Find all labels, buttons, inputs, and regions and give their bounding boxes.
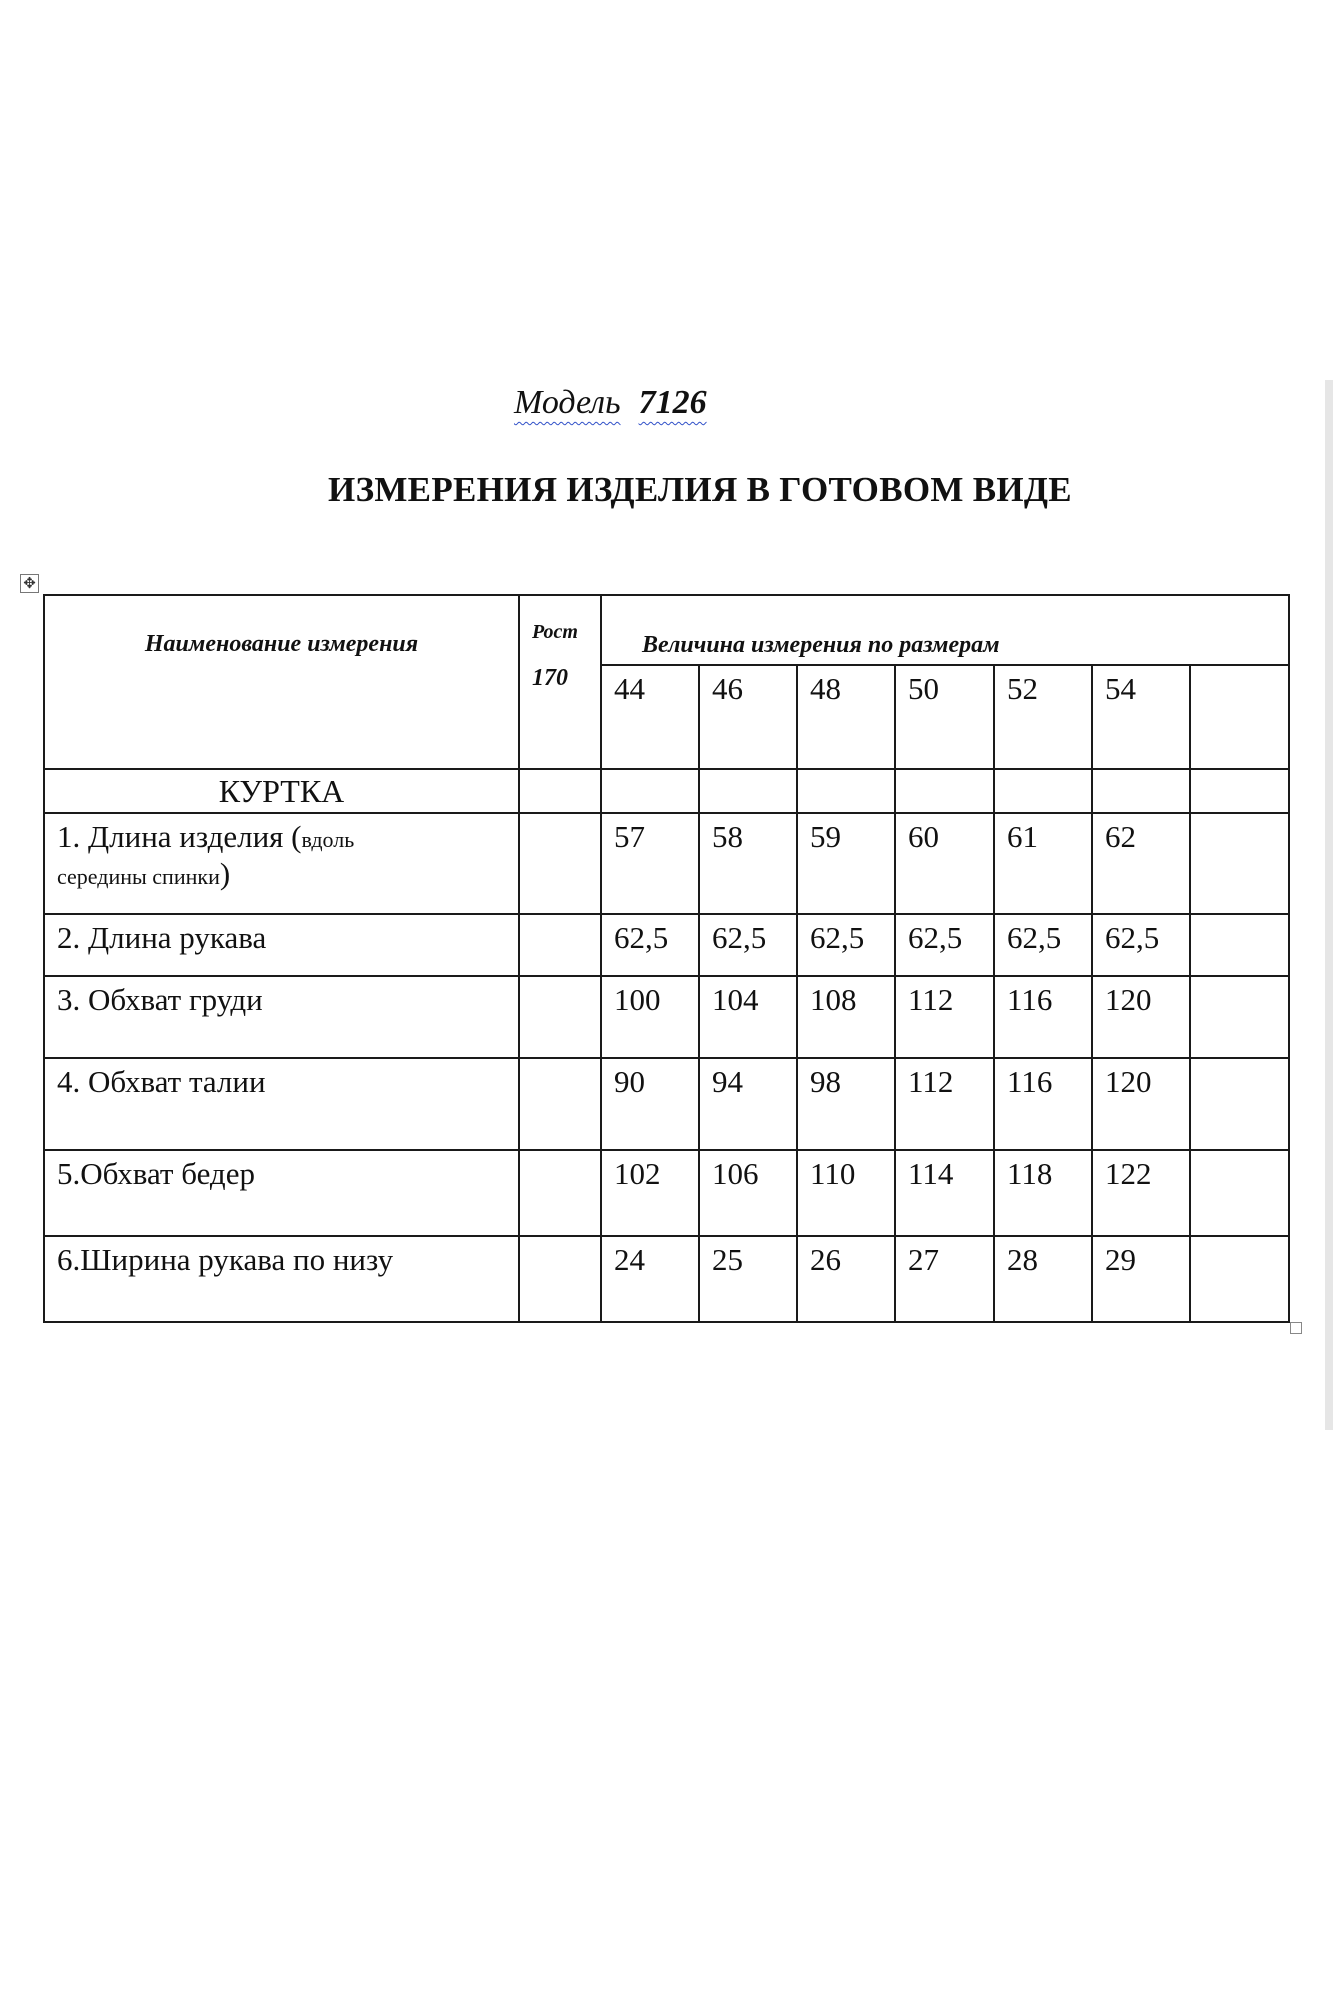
size-cell: 46 [699, 665, 797, 769]
empty-cell [1190, 1058, 1289, 1150]
value-cell: 98 [797, 1058, 895, 1150]
height-cell [519, 1150, 601, 1236]
empty-cell [1190, 914, 1289, 976]
row-label [44, 813, 519, 914]
table-row [44, 976, 1289, 1058]
value-cell: 26 [797, 1236, 895, 1322]
document-title: ИЗМЕРЕНИЯ ИЗДЕЛИЯ В ГОТОВОМ ВИДЕ [328, 470, 1072, 509]
value-cell: 104 [699, 976, 797, 1058]
empty-cell [797, 769, 895, 813]
table-resize-handle[interactable] [1290, 1322, 1302, 1334]
height-cell [519, 813, 601, 914]
value-cell: 94 [699, 1058, 797, 1150]
row-label: 6.Ширина рукава по низу [44, 1236, 519, 1322]
height-cell [519, 914, 601, 976]
value-cell: 27 [895, 1236, 994, 1322]
empty-cell [895, 769, 994, 813]
document-scrollbar[interactable] [1325, 380, 1333, 1430]
value-cell: 112 [895, 976, 994, 1058]
value-cell: 24 [601, 1236, 699, 1322]
empty-cell [1190, 813, 1289, 914]
value-cell: 110 [797, 1150, 895, 1236]
model-line [514, 384, 707, 422]
size-cell: 54 [1092, 665, 1190, 769]
value-cell: 106 [699, 1150, 797, 1236]
value-cell: 25 [699, 1236, 797, 1322]
empty-cell [1092, 769, 1190, 813]
size-cell: 50 [895, 665, 994, 769]
value-cell: 62,5 [895, 914, 994, 976]
value-cell: 122 [1092, 1150, 1190, 1236]
value-cell: 112 [895, 1058, 994, 1150]
value-cell: 29 [1092, 1236, 1190, 1322]
value-cell: 60 [895, 813, 994, 914]
row-label-note: вдоль [301, 827, 355, 852]
value-cell: 62,5 [1092, 914, 1190, 976]
empty-cell [699, 769, 797, 813]
value-cell: 62,5 [601, 914, 699, 976]
row-label-note: середины спинки [57, 864, 220, 890]
value-cell: 108 [797, 976, 895, 1058]
table-row [44, 1150, 1289, 1236]
table-row [44, 1058, 1289, 1150]
empty-cell [1190, 665, 1289, 769]
empty-cell [601, 769, 699, 813]
row-label: 2. Длина рукава [44, 914, 519, 976]
value-cell: 120 [1092, 1058, 1190, 1150]
table-row [44, 813, 1289, 914]
empty-cell [1190, 769, 1289, 813]
section-row [44, 769, 1289, 813]
height-cell [519, 1058, 601, 1150]
empty-cell [519, 769, 601, 813]
measurement-name-header-text: Наименование измерения [144, 631, 419, 657]
value-cell: 116 [994, 976, 1092, 1058]
measurement-name-header [44, 595, 519, 769]
row-label: 5.Обхват бедер [44, 1150, 519, 1236]
height-label: Рост [532, 621, 578, 643]
size-cell: 48 [797, 665, 895, 769]
value-cell: 62,5 [994, 914, 1092, 976]
value-cell: 28 [994, 1236, 1092, 1322]
value-cell: 102 [601, 1150, 699, 1236]
row-label: 4. Обхват талии [44, 1058, 519, 1150]
value-cell: 58 [699, 813, 797, 914]
empty-cell [1190, 1236, 1289, 1322]
value-cell: 114 [895, 1150, 994, 1236]
value-cell: 100 [601, 976, 699, 1058]
empty-cell [1190, 976, 1289, 1058]
value-cell: 62,5 [797, 914, 895, 976]
value-cell: 57 [601, 813, 699, 914]
value-cell: 59 [797, 813, 895, 914]
height-value: 170 [532, 665, 568, 691]
header-row-top [44, 595, 1289, 665]
size-cell: 44 [601, 665, 699, 769]
value-cell: 90 [601, 1058, 699, 1150]
value-cell: 118 [994, 1150, 1092, 1236]
height-header-cell [519, 595, 601, 769]
row-label-close: ) [219, 856, 231, 892]
empty-cell [1190, 1150, 1289, 1236]
table-row [44, 1236, 1289, 1322]
table-row [44, 914, 1289, 976]
measurements-table [43, 594, 1290, 1323]
row-label: 3. Обхват груди [44, 976, 519, 1058]
table-move-handle-icon[interactable]: ✥ [20, 574, 39, 593]
height-cell [519, 1236, 601, 1322]
value-cell: 120 [1092, 976, 1190, 1058]
value-cell: 62 [1092, 813, 1190, 914]
value-cell: 116 [994, 1058, 1092, 1150]
height-cell [519, 976, 601, 1058]
model-number: 7126 [638, 384, 707, 421]
value-cell: 61 [994, 813, 1092, 914]
size-cell: 52 [994, 665, 1092, 769]
row-label-main: 1. Длина изделия ( [57, 819, 302, 854]
value-cell: 62,5 [699, 914, 797, 976]
section-title: КУРТКА [44, 769, 519, 813]
sizes-caption: Величина измерения по размерам [601, 595, 1289, 665]
empty-cell [994, 769, 1092, 813]
model-word: Модель [514, 384, 621, 421]
